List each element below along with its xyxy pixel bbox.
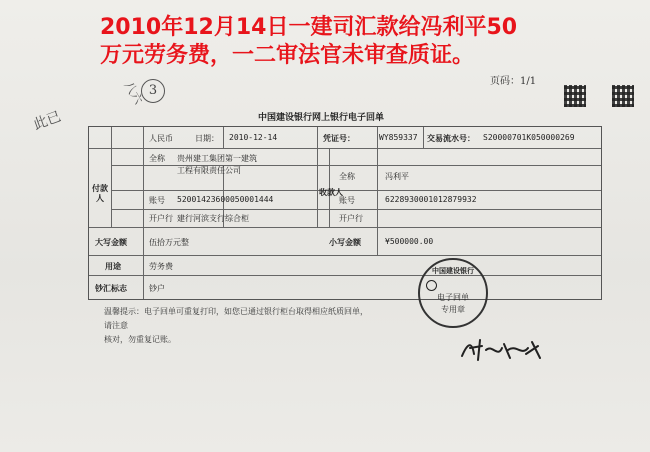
currency-label: 人民币 xyxy=(149,134,173,143)
qr-code-icon xyxy=(612,85,634,107)
seal-line-2: 专用章 xyxy=(441,305,465,314)
circled-number: 3 xyxy=(141,79,165,103)
amount-lower-value: ¥500000.00 xyxy=(385,237,434,246)
amount-upper-value: 伍拾万元整 xyxy=(149,238,189,247)
handwritten-mark: 八六 xyxy=(121,78,146,107)
payee-name-label: 全称 xyxy=(339,172,355,181)
handwritten-signature-icon xyxy=(458,336,548,364)
red-caption xyxy=(100,14,540,70)
footer-note-line-2: 核对，勿重复记账。 xyxy=(104,335,176,344)
caption-line-1: 2010年12月14日一建司汇款给冯利平50 xyxy=(100,15,518,40)
purpose-label: 用途 xyxy=(105,261,121,271)
purpose-value: 劳务费 xyxy=(149,262,173,271)
payer-bank-value: 建行河滨支行综合柜 xyxy=(177,214,249,223)
seal-bank-name: 中国建设银行 xyxy=(432,266,474,275)
payer-label: 付款人 xyxy=(92,183,108,203)
voucher-label: 凭证号： xyxy=(323,133,355,143)
payer-bank-label: 开户行 xyxy=(149,214,173,223)
payer-account-value: 52001423600050001444 xyxy=(177,195,274,204)
serial-label: 交易流水号： xyxy=(427,133,475,143)
date-label: 日期： xyxy=(195,134,219,143)
payee-name-value: 冯利平 xyxy=(385,172,409,181)
footer-note xyxy=(104,305,374,347)
bank-logo-icon xyxy=(426,280,437,291)
footer-note-line-1: 温馨提示：电子回单可重复打印，如您已通过银行柜台取得相应纸质回单，请注意 xyxy=(104,307,368,330)
date-value: 2010-12-14 xyxy=(229,133,278,142)
payer-name-label: 全称 xyxy=(149,154,165,163)
document-title: 中国建设银行网上银行电子回单 xyxy=(258,113,385,123)
payee-bank-label: 开户行 xyxy=(339,214,363,223)
voucher-value: WY859337 xyxy=(379,133,418,142)
payee-account-label: 账号 xyxy=(339,196,355,205)
qr-code-icon xyxy=(564,85,586,107)
payer-name-1: 贵州建工集团第一建筑 xyxy=(177,154,257,163)
caption-line-2: 万元劳务费，一二审法官未审查质证。 xyxy=(100,43,475,68)
serial-value: S20000701K050000269 xyxy=(483,133,575,142)
amount-lower-label: 小写金额 xyxy=(329,237,361,247)
handwritten-mark: 此已 xyxy=(31,108,64,134)
payer-name-2: 工程有限责任公司 xyxy=(177,166,241,175)
page-number: 页码：1/1 xyxy=(490,76,537,87)
cash-flag-label: 钞汇标志 xyxy=(95,283,127,293)
bank-seal xyxy=(418,258,488,328)
cash-flag-value: 钞户 xyxy=(149,284,165,293)
payer-account-label: 账号 xyxy=(149,196,165,205)
receipt-table xyxy=(88,126,602,300)
payee-label: 收款人 xyxy=(319,187,343,197)
amount-upper-label: 大写金额 xyxy=(95,237,127,247)
payee-account-value: 6228930001012879932 xyxy=(385,195,477,204)
seal-line-1: 电子回单 xyxy=(437,293,469,302)
